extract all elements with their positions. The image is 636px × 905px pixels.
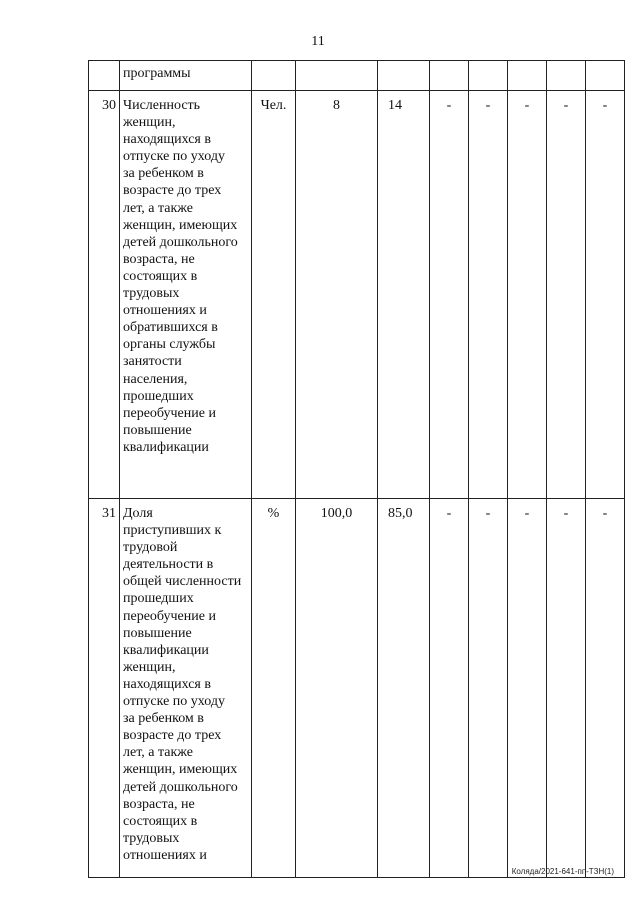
indicator-name-line: женщин, имеющих	[123, 217, 238, 233]
indicator-name-line: Доля	[123, 506, 153, 521]
page-number: 11	[311, 34, 325, 49]
indicator-name-line: возрасте до трех	[123, 728, 222, 744]
unit-cell: %	[252, 499, 296, 878]
indicator-name-line: программы	[123, 66, 191, 81]
value-cell-1	[296, 61, 378, 91]
indicator-name-line: за ребенком в	[123, 166, 204, 182]
indicator-name-line: занятости	[123, 354, 182, 370]
indicator-name-line: повышение	[123, 422, 192, 438]
indicator-name-line: трудовых	[123, 286, 180, 302]
indicator-name-line: детей дошкольного	[123, 234, 238, 250]
indicator-name-line: женщин, имеющих	[123, 762, 238, 778]
value-cell-7	[586, 61, 625, 91]
value-cell-4: -	[469, 499, 508, 878]
table-row-continuation	[89, 61, 625, 91]
indicator-name-line: возрасте до трех	[123, 183, 222, 199]
indicator-name-line: приступивших к	[123, 523, 222, 539]
value-cell-6: -	[547, 91, 586, 499]
indicator-name-line: деятельности в	[123, 557, 214, 573]
value-cell-6: -	[547, 499, 586, 878]
value-cell-6	[547, 61, 586, 91]
indicator-name-line: Численность	[123, 98, 201, 113]
indicator-name-line: отношениях и	[123, 847, 207, 863]
indicator-name-line: отпуске по уходу	[123, 149, 225, 165]
value-cell-4: -	[469, 91, 508, 499]
indicator-name-line: органы службы	[123, 337, 216, 353]
indicator-name-cell	[120, 91, 252, 499]
value-cell-3: -	[430, 91, 469, 499]
indicator-name-line: повышение	[123, 625, 192, 641]
indicator-name-line: детей дошкольного	[123, 779, 238, 795]
value-cell-1: 8	[296, 91, 378, 499]
indicator-name-line: прошедших	[123, 388, 194, 404]
value-cell-3	[430, 61, 469, 91]
indicator-name-line: возраста, не	[123, 251, 195, 267]
value-cell-3: -	[430, 499, 469, 878]
value-cell-7: -	[586, 91, 625, 499]
value-cell-5: -	[508, 499, 547, 878]
indicator-name-line: общей численности	[123, 574, 242, 590]
indicator-name-line: лет, а также	[123, 200, 193, 216]
indicator-name-line: квалификации	[123, 642, 209, 658]
indicator-name-line: женщин,	[123, 659, 176, 675]
row-number-cell	[89, 61, 120, 91]
indicator-name-line: переобучение и	[123, 405, 216, 421]
indicator-name-line: переобучение и	[123, 608, 216, 624]
indicator-name-line: находящихся в	[123, 676, 211, 692]
value-cell-2: 14	[378, 91, 430, 499]
indicator-name-line: населения,	[123, 371, 188, 387]
unit-cell	[252, 61, 296, 91]
table-row-30	[89, 91, 625, 499]
indicator-name-line: трудовых	[123, 830, 180, 846]
value-cell-7: -	[586, 499, 625, 878]
indicator-name-line: обратившихся в	[123, 320, 218, 336]
indicator-name-line: лет, а также	[123, 745, 193, 761]
value-cell-1: 100,0	[296, 499, 378, 878]
document-reference: Коляда/2021-641-пп-ТЗН(1)	[511, 867, 614, 876]
value-cell-5	[508, 61, 547, 91]
indicator-name-line: находящихся в	[123, 132, 211, 148]
indicators-table	[88, 60, 625, 878]
indicator-name-line: возраста, не	[123, 796, 195, 812]
table-body	[89, 61, 625, 878]
table-row-31	[89, 499, 625, 878]
value-cell-4	[469, 61, 508, 91]
indicator-name-cell	[120, 61, 252, 91]
value-cell-2: 85,0	[378, 499, 430, 878]
value-cell-2	[378, 61, 430, 91]
indicator-name-line: квалификации	[123, 439, 209, 455]
unit-cell: Чел.	[252, 91, 296, 499]
indicator-name-line: трудовой	[123, 540, 178, 556]
indicator-name-line: отпуске по уходу	[123, 694, 225, 710]
indicator-name-line: отношениях и	[123, 303, 207, 319]
indicator-name-line: прошедших	[123, 591, 194, 607]
row-number-cell: 30	[89, 91, 120, 499]
value-cell-5: -	[508, 91, 547, 499]
row-number-cell: 31	[89, 499, 120, 878]
indicator-name-line: состоящих в	[123, 813, 198, 829]
indicator-name-cell	[120, 499, 252, 878]
indicator-name-line: женщин,	[123, 115, 176, 131]
indicator-name-line: за ребенком в	[123, 711, 204, 727]
indicator-name-line: состоящих в	[123, 268, 198, 284]
